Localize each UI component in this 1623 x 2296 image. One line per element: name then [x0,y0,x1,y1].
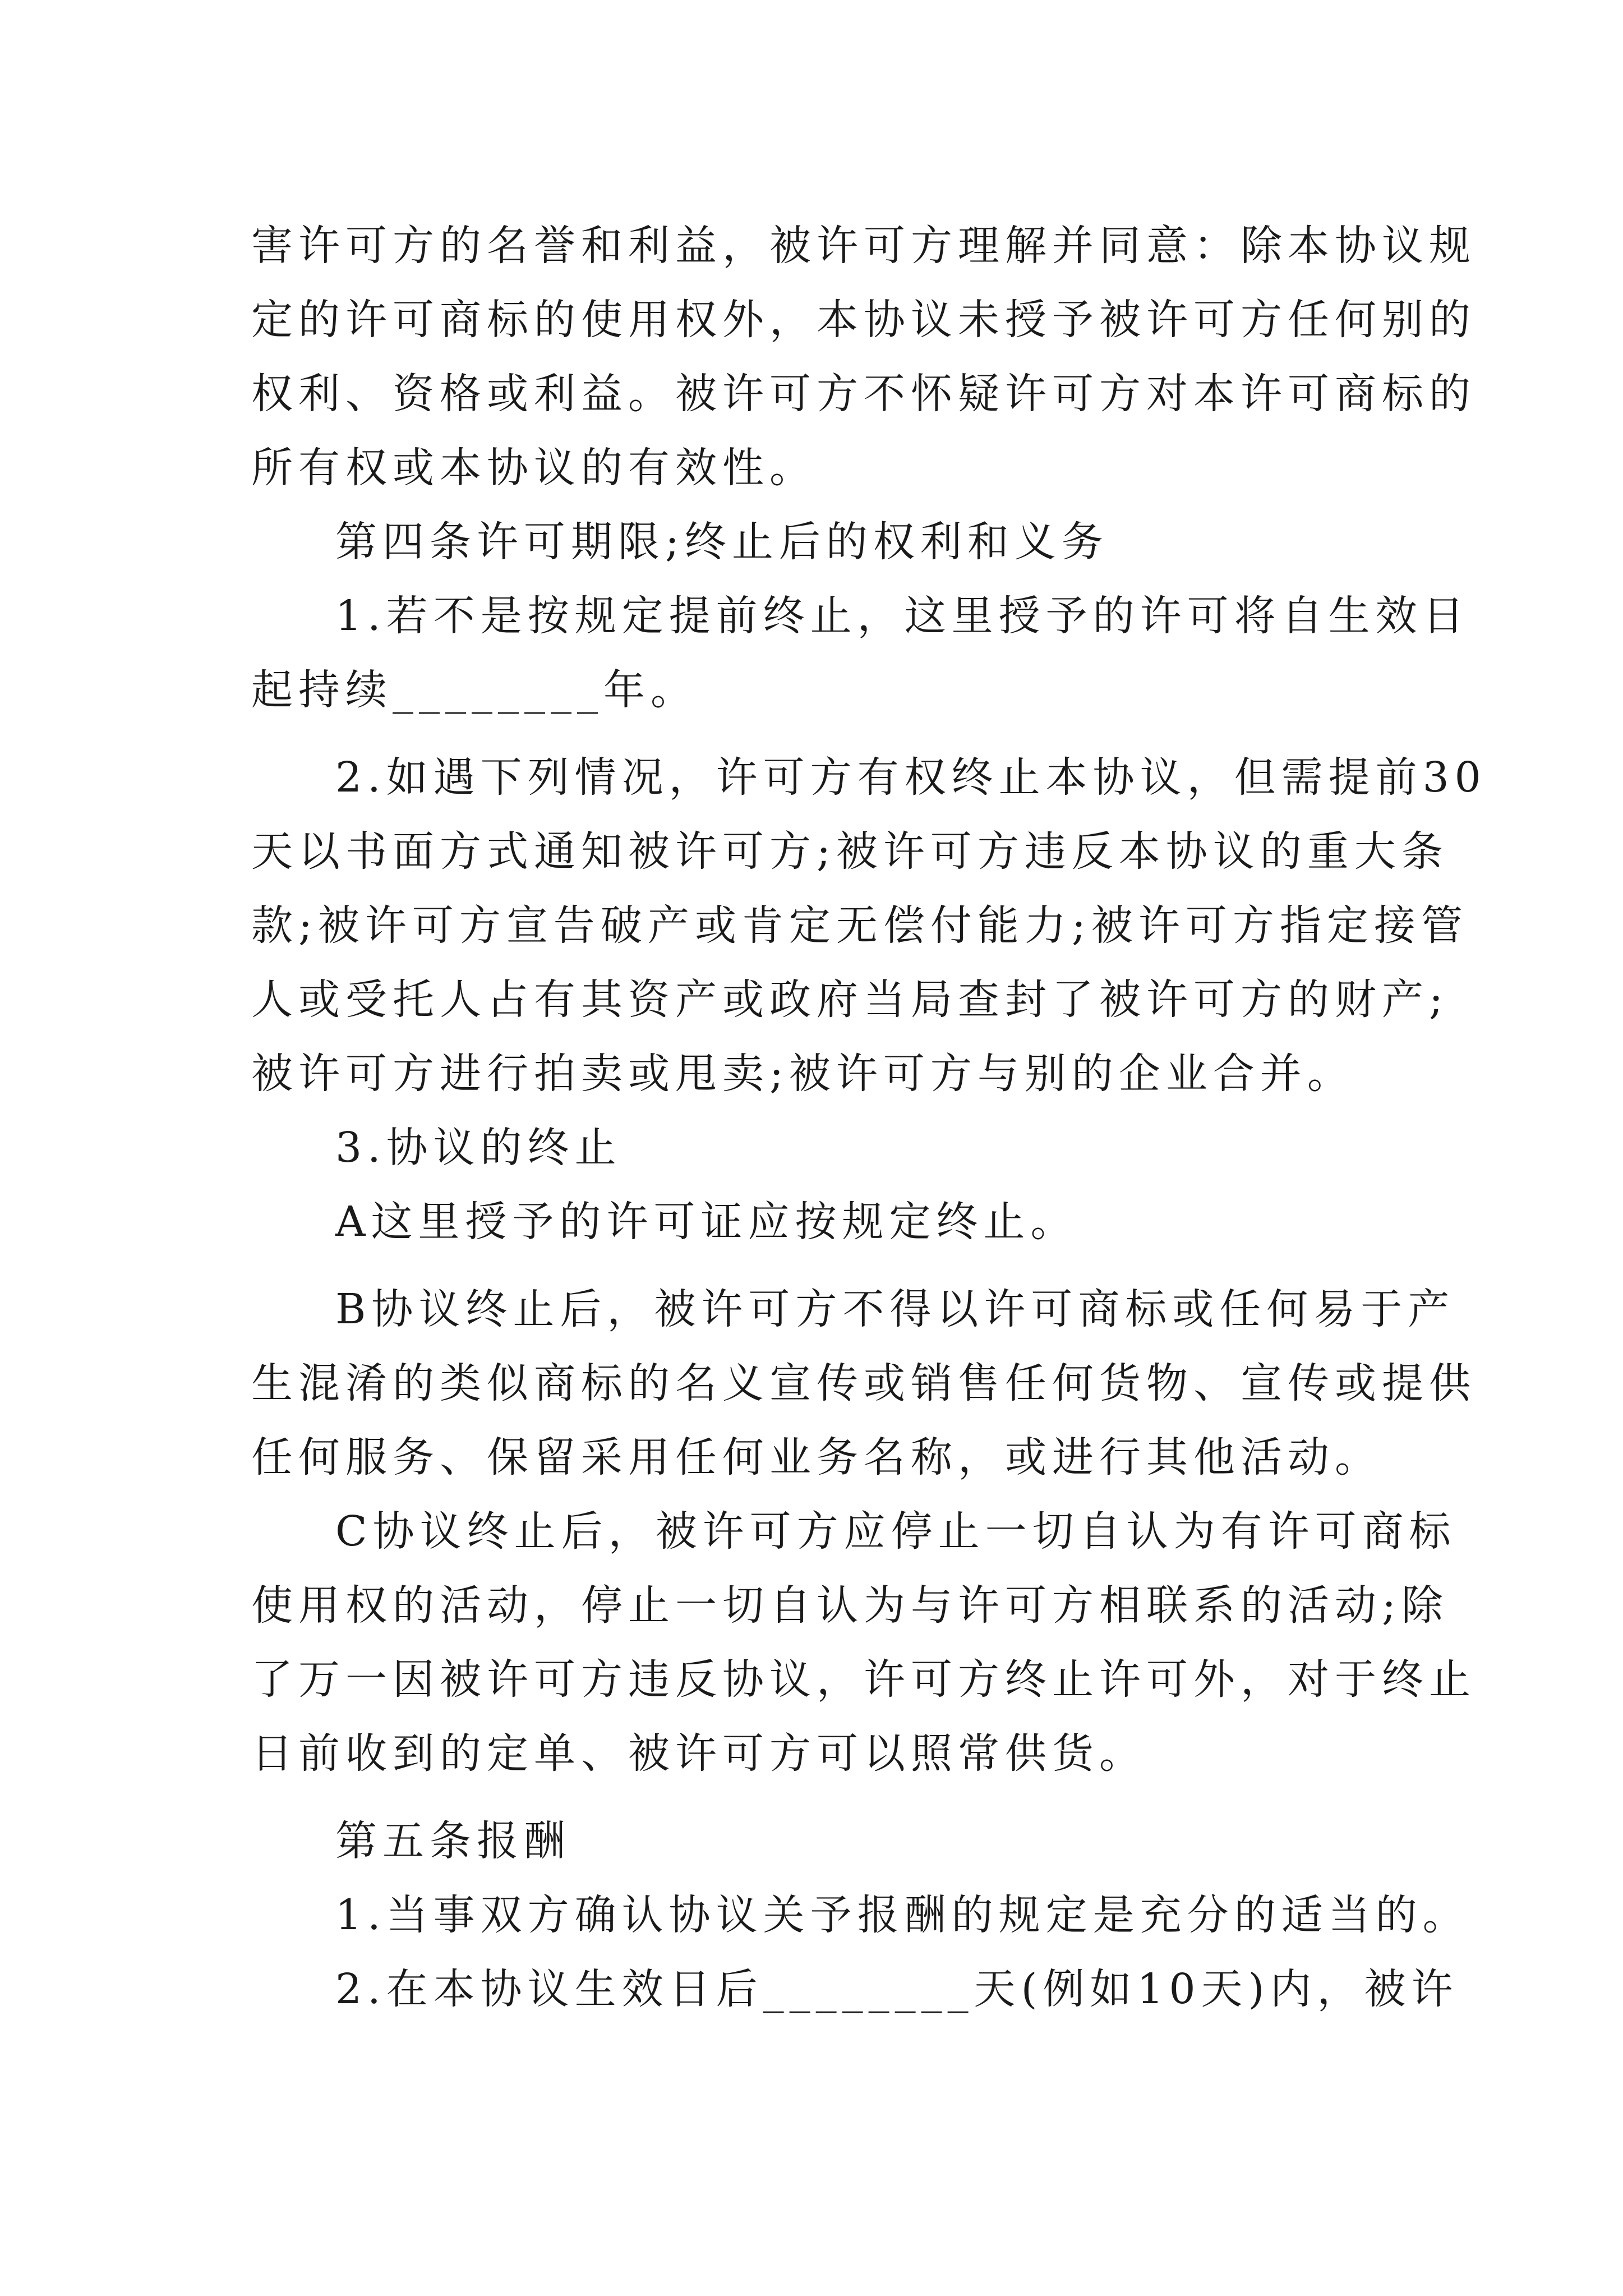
text-line: 生混淆的类似商标的名义宣传或销售任何货物、宣传或提供 [251,1359,1476,1407]
text-line: A这里授予的许可证应按规定终止。 [335,1198,1078,1246]
text-line: 2.如遇下列情况，许可方有权终止本协议，但需提前30 [335,753,1487,802]
text-line: 日前收到的定单、被许可方可以照常供货。 [251,1729,1146,1778]
text-line: 天以书面方式通知被许可方;被许可方违反本协议的重大条 [251,827,1449,876]
text-line: C协议终止后，被许可方应停止一切自认为有许可商标 [335,1507,1456,1556]
text-line: 被许可方进行拍卖或甩卖;被许可方与别的企业合并。 [251,1050,1354,1098]
text-line: 款;被许可方宣告破产或肯定无偿付能力;被许可方指定接管 [251,901,1468,950]
text-line: 1.若不是按规定提前终止，这里授予的许可将自生效日 [335,592,1470,640]
text-line: 定的许可商标的使用权外，本协议未授予被许可方任何别的 [251,296,1476,344]
text-line: 使用权的活动，停止一切自认为与许可方相联系的活动;除 [251,1581,1449,1630]
text-line: 任何服务、保留采用任何业务名称，或进行其他活动。 [251,1433,1382,1481]
section-heading: 第五条报酬 [335,1817,571,1865]
text-line: 害许可方的名誉和利益，被许可方理解并同意：除本协议规 [251,222,1476,270]
text-line: 人或受托人占有其资产或政府当局查封了被许可方的财产; [251,976,1449,1024]
text-line: 权利、资格或利益。被许可方不怀疑许可方对本许可商标的 [251,370,1476,418]
text-line: 所有权或本协议的有效性。 [251,444,817,492]
text-line: 3.协议的终止 [335,1124,622,1172]
text-line: 了万一因被许可方违反协议，许可方终止许可外，对于终止 [251,1655,1476,1704]
text-line: B协议终止后，被许可方不得以许可商标或任何易于产 [335,1285,1455,1333]
text-line: 1.当事双方确认协议关予报酬的规定是充分的适当的。 [335,1891,1470,1939]
section-heading: 第四条许可期限;终止后的权利和义务 [335,518,1109,566]
text-line: 起持续________年。 [251,666,698,714]
text-line: 2.在本协议生效日后________天(例如10天)内，被许 [335,1965,1459,2013]
